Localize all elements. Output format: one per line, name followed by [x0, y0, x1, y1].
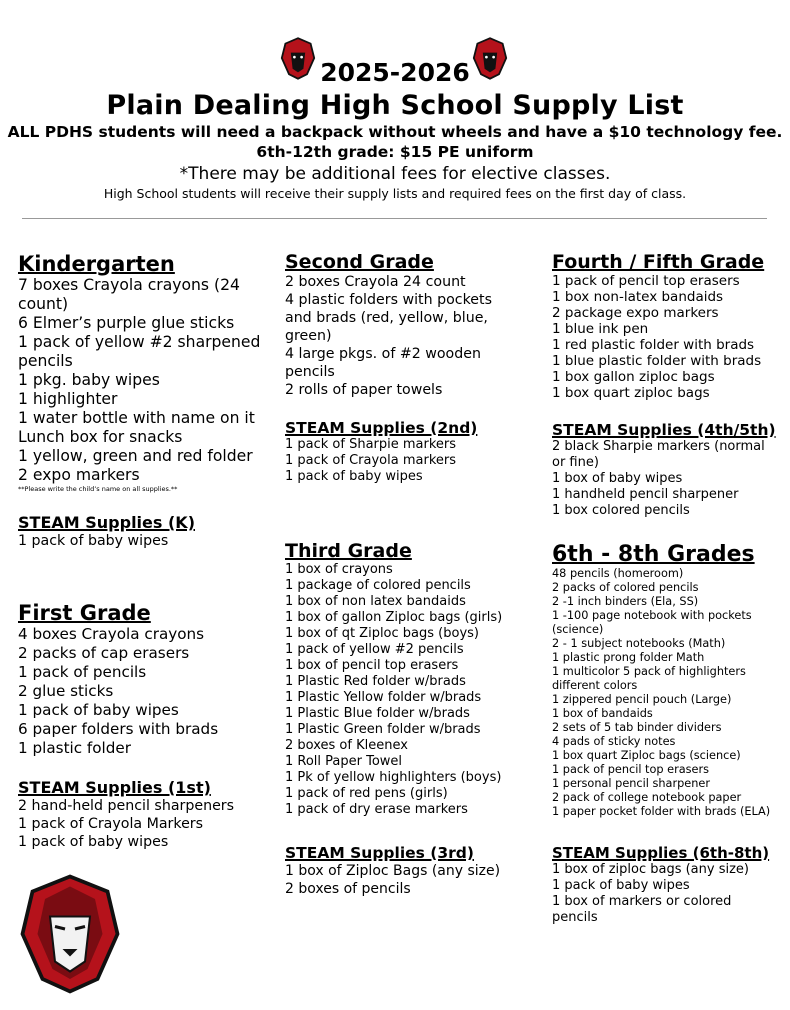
list-item: 1 blue ink pen	[552, 321, 649, 337]
list-item: 1 pkg. baby wipes	[18, 371, 160, 389]
list-item: 2 boxes of Kleenex	[285, 738, 408, 753]
list-item: 1 pack of yellow #2 pencils	[285, 642, 464, 657]
list-item: 1 zippered pencil pouch (Large)	[552, 693, 732, 706]
school-year: 2025-2026	[320, 58, 470, 87]
list-item: 1 plastic folder	[18, 739, 132, 757]
list-item: 2 rolls of paper towels	[285, 382, 443, 398]
list-item: 1 box of qt Ziploc bags (boys)	[285, 626, 479, 641]
list-item: 1 pack of Sharpie markers	[285, 437, 457, 452]
list-item: 1 paper pocket folder with brads (ELA)	[552, 805, 771, 818]
section-heading: STEAM Supplies (2nd)	[285, 419, 478, 437]
list-item: 1 pack of baby wipes	[285, 469, 423, 484]
list-item: 4 plastic folders with pockets and brads (red, yellow, blue, green)	[285, 292, 492, 344]
list-item: 2 pack of college notebook paper	[552, 791, 742, 804]
list-item: 2 boxes Crayola 24 count	[285, 274, 466, 290]
section-heading: Fourth / Fifth Grade	[552, 251, 765, 273]
section-steam-supplies-1st-	[18, 778, 268, 851]
section-heading: 6th - 8th Grades	[552, 542, 755, 567]
list-item: 2 glue sticks	[18, 682, 114, 700]
list-item: 1 pack of baby wipes	[18, 701, 179, 719]
list-item: 6 paper folders with brads	[18, 720, 219, 738]
list-item: 1 box of non latex bandaids	[285, 594, 466, 609]
list-item: 1 pack of baby wipes	[18, 533, 169, 549]
backpack-fee-note: ALL PDHS students will need a backpack without wheels and have a $10 technology fee.	[7, 123, 783, 141]
list-item: 1 highlighter	[18, 390, 118, 408]
section-fourth-fifth-grade	[552, 251, 782, 401]
list-item: 1 box of crayons	[285, 562, 393, 577]
list-item: 1 personal pencil sharpener	[552, 777, 711, 790]
section-heading: STEAM Supplies (1st)	[18, 778, 211, 797]
list-item: 1 box of gallon Ziploc bags (girls)	[285, 610, 503, 625]
section-steam-supplies-3rd-	[285, 844, 525, 898]
list-item: 4 pads of sticky notes	[552, 735, 676, 748]
list-item: 2 - 1 subject notebooks (Math)	[552, 637, 726, 650]
list-item: 2 boxes of pencils	[285, 881, 411, 897]
list-item: 1 pack of pencil top erasers	[552, 273, 740, 289]
lion-mascot-logo-icon	[20, 870, 120, 998]
list-item: 1 package of colored pencils	[285, 578, 471, 593]
name-label-note: **Please write the child’s name on all supplies.**	[18, 485, 178, 493]
list-item: 1 yellow, green and red folder	[18, 447, 253, 465]
list-item: 2 packs of cap erasers	[18, 644, 190, 662]
list-item: 1 pack of Crayola markers	[285, 453, 456, 468]
list-item: 1 pack of pencils	[18, 663, 147, 681]
list-item: 1 multicolor 5 pack of highlighters different colors	[552, 665, 746, 692]
list-item: 1 box quart Ziploc bags (science)	[552, 749, 741, 762]
list-item: 6 Elmer’s purple glue sticks	[18, 314, 235, 332]
list-item: 2 expo markers	[18, 466, 140, 484]
list-item: 1 Plastic Blue folder w/brads	[285, 706, 470, 721]
list-item: 2 package expo markers	[552, 305, 719, 321]
high-school-note: High School students will receive their supply lists and required fees on the first day of class.	[103, 186, 687, 201]
list-item: 1 Plastic Green folder w/brads	[285, 722, 481, 737]
section-heading: STEAM Supplies (6th-8th)	[552, 844, 770, 862]
list-item: 1 Plastic Red folder w/brads	[285, 674, 466, 689]
list-item: 1 box of Ziploc Bags (any size)	[285, 863, 501, 879]
section-heading: STEAM Supplies (3rd)	[285, 844, 474, 862]
list-item: 1 box of pencil top erasers	[285, 658, 459, 673]
section-heading: Third Grade	[285, 540, 412, 562]
list-item: 1 box gallon ziploc bags	[552, 369, 715, 385]
list-item: 2 sets of 5 tab binder dividers	[552, 721, 722, 734]
page-title: Plain Dealing High School Supply List	[106, 90, 684, 121]
section-heading: STEAM Supplies (4th/5th)	[552, 421, 776, 439]
section-heading: First Grade	[18, 601, 151, 625]
pe-uniform-note: 6th-12th grade: $15 PE uniform	[256, 143, 534, 161]
list-item: 1 plastic prong folder Math	[552, 651, 705, 664]
list-item: 1 Plastic Yellow folder w/brads	[285, 690, 482, 705]
list-item: 1 box of baby wipes	[552, 471, 683, 486]
list-item: 1 box quart ziploc bags	[552, 385, 710, 401]
list-item: 1 box of markers or colored pencils	[552, 894, 732, 925]
list-item: 1 blue plastic folder with brads	[552, 353, 762, 369]
section-steam-supplies-4th-5th-	[552, 421, 776, 519]
list-item: 7 boxes Crayola crayons (24 count)	[18, 276, 240, 313]
section-second-grade	[285, 251, 510, 399]
section-third-grade	[285, 540, 525, 818]
list-item: 4 large pkgs. of #2 wooden pencils	[285, 346, 481, 380]
divider	[22, 218, 767, 219]
section-steam-supplies-2nd-	[285, 419, 525, 485]
list-item: 48 pencils (homeroom)	[552, 567, 684, 580]
list-item: 1 pack of dry erase markers	[285, 802, 468, 817]
section-heading: STEAM Supplies (K)	[18, 513, 195, 532]
section-heading: Kindergarten	[18, 252, 175, 276]
list-item: 1 pack of red pens (girls)	[285, 786, 448, 801]
list-item: 1 box colored pencils	[552, 503, 690, 518]
list-item: 1 box of bandaids	[552, 707, 653, 720]
list-item: 1 pack of baby wipes	[552, 878, 690, 893]
list-item: 1 water bottle with name on it	[18, 409, 255, 427]
list-item: 4 boxes Crayola crayons	[18, 625, 205, 643]
list-item: 2 hand-held pencil sharpeners	[18, 798, 235, 814]
section-steam-supplies-k-	[18, 513, 268, 550]
section-heading: Second Grade	[285, 251, 434, 273]
list-item: 2 black Sharpie markers (normal or fine)	[552, 439, 765, 470]
list-item: 1 handheld pencil sharpener	[552, 487, 739, 502]
list-item: 1 pack of baby wipes	[18, 834, 169, 850]
section-6th-8th-grades	[552, 542, 782, 819]
list-item: 1 Roll Paper Towel	[285, 754, 403, 769]
list-item: 1 box non-latex bandaids	[552, 289, 724, 305]
section-steam-supplies-6th-8th-	[552, 844, 772, 926]
list-item: 1 red plastic folder with brads	[552, 337, 755, 353]
list-item: 1 Pk of yellow highlighters (boys)	[285, 770, 502, 785]
list-item: 2 packs of colored pencils	[552, 581, 699, 594]
list-item: 1 box of ziploc bags (any size)	[552, 862, 749, 877]
list-item: 1 pack of yellow #2 sharpened pencils	[18, 333, 261, 370]
list-item: 1 pack of Crayola Markers	[18, 816, 204, 832]
list-item: 1 pack of pencil top erasers	[552, 763, 710, 776]
section-kindergarten	[18, 252, 268, 494]
list-item: Lunch box for snacks	[18, 428, 183, 446]
list-item: 2 -1 inch binders (Ela, SS)	[552, 595, 699, 608]
section-first-grade	[18, 601, 268, 758]
list-item: 1 -100 page notebook with pockets (science)	[552, 609, 752, 636]
elective-fees-note: *There may be additional fees for elective classes.	[179, 164, 611, 184]
